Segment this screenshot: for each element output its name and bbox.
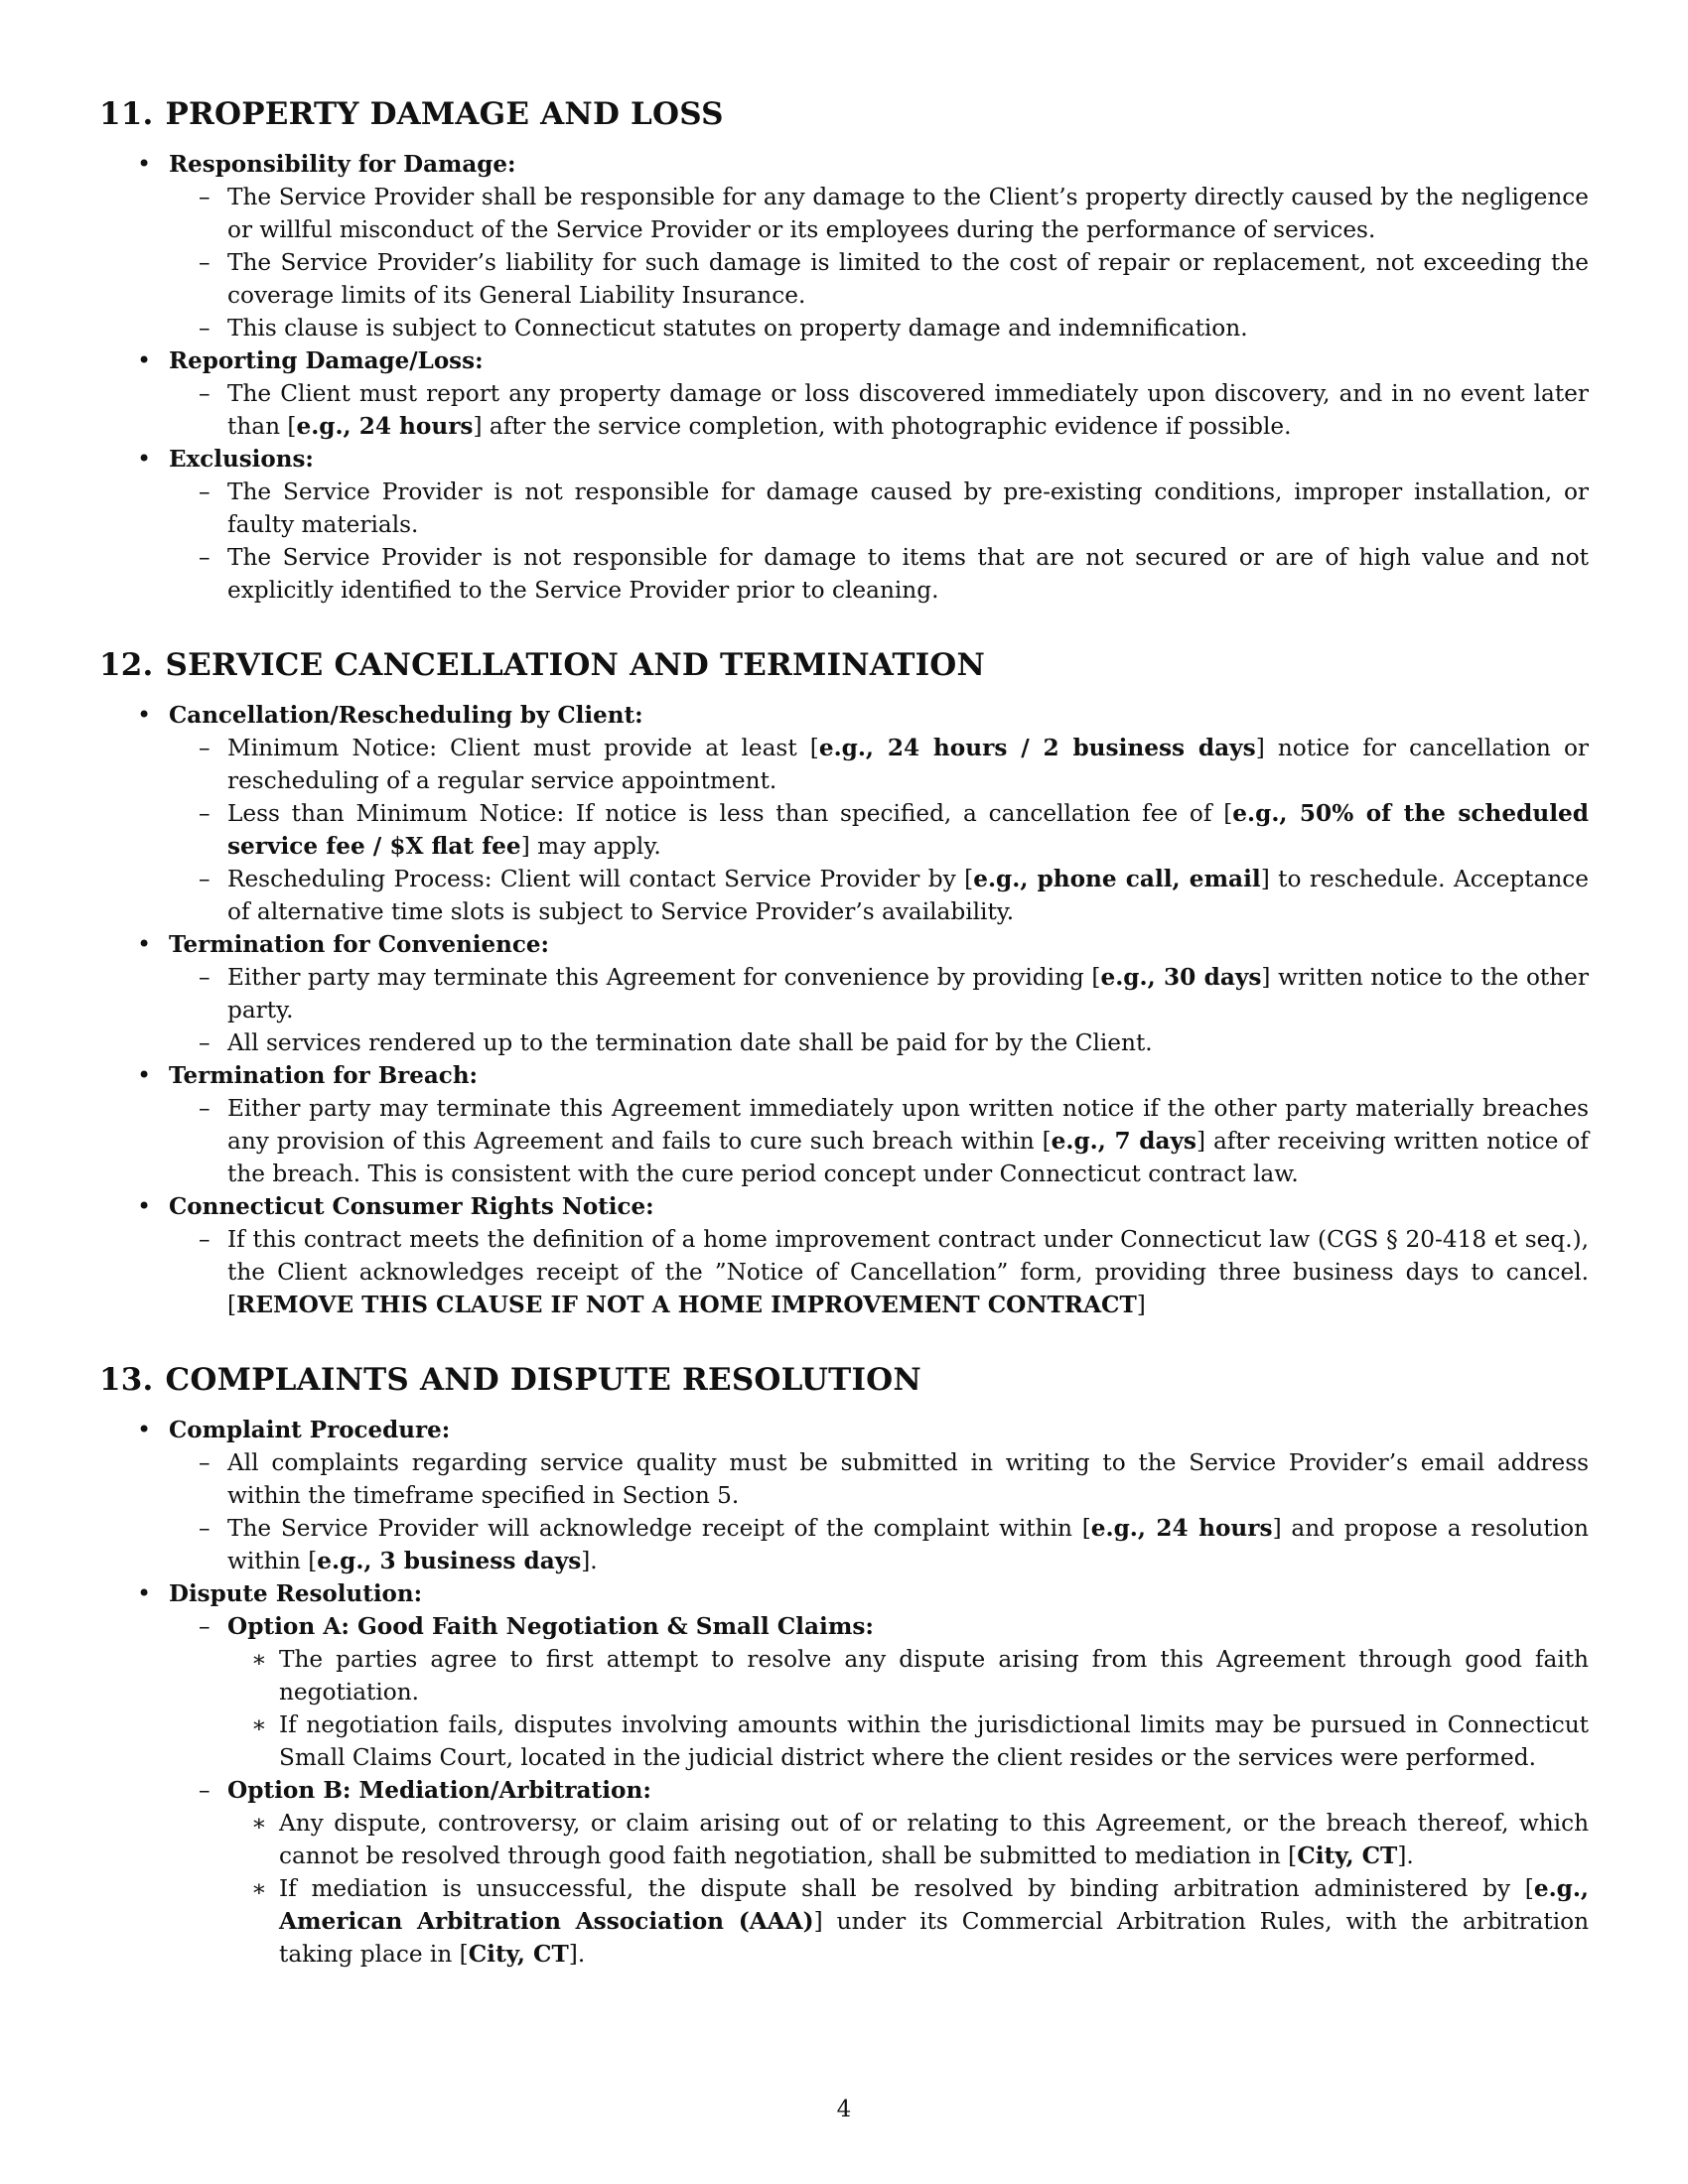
clause-text: Rescheduling Process: Client will contact Service Provider by [ <box>227 866 974 892</box>
subclause-item <box>169 246 1589 312</box>
subclause-list <box>169 476 1589 607</box>
clause-title: Responsibility for Damage: <box>169 151 516 178</box>
clause-item <box>99 699 1589 928</box>
subclause-list <box>169 1223 1589 1321</box>
placeholder-text: e.g., 3 business days <box>317 1548 582 1574</box>
placeholder-text: e.g., American Arbitration Association (AAA) <box>279 1875 1589 1935</box>
clause-text: ] and propose a resolution within [ <box>227 1515 1589 1574</box>
subclause-list <box>169 377 1589 443</box>
clause-title: Connecticut Consumer Rights Notice: <box>169 1193 654 1220</box>
dash-icon: – <box>199 380 211 407</box>
dash-icon: – <box>199 1777 211 1804</box>
subclause-list <box>169 1610 1589 1971</box>
subclause-list <box>169 181 1589 344</box>
clause-item <box>99 443 1589 607</box>
section-heading <box>99 1361 1589 1399</box>
bullet-icon: • <box>137 346 152 374</box>
clause-text: Either party may terminate this Agreement immediately upon written notice if the other party materially breaches any provision of this Agreement and fails to cure such breach within [ <box>227 1095 1589 1155</box>
clause-item <box>99 1414 1589 1577</box>
clause-item <box>99 344 1589 443</box>
dash-icon: – <box>199 800 211 827</box>
subclause-item <box>169 797 1589 863</box>
clause-text: If this contract meets the definition of a home improvement contract under Connecticut law (CGS § 20-418 et seq.), the Client acknowledges receipt of the ”Notice of Cancellation” form, providing three business days to cancel. [ <box>227 1226 1589 1318</box>
section-12 <box>99 646 1589 1321</box>
asterisk-icon: ∗ <box>251 1711 267 1738</box>
clause-item <box>99 1577 1589 1971</box>
subclause-item <box>169 1092 1589 1190</box>
section-number: 12. <box>99 647 154 683</box>
clause-text: Any dispute, controversy, or claim arising out of or relating to this Agreement, or the breach thereof, which cannot be resolved through good faith negotiation, shall be submitted to mediation in [ <box>279 1810 1589 1869</box>
placeholder-text: e.g., 24 hours / 2 business days <box>818 735 1256 761</box>
clause-text: All complaints regarding service quality must be submitted in writing to the Service Provider’s email address within the timeframe specified in Section 5. <box>227 1449 1589 1509</box>
clause-title: Cancellation/Rescheduling by Client: <box>169 702 643 729</box>
dash-icon: – <box>199 1095 211 1122</box>
section-11 <box>99 95 1589 607</box>
dash-icon: – <box>199 478 211 505</box>
clause-list <box>99 699 1589 1321</box>
subclause-item <box>169 863 1589 928</box>
clause-item <box>99 928 1589 1059</box>
bullet-icon: • <box>137 1061 152 1089</box>
subclause-list <box>169 1446 1589 1577</box>
clause-text: The Service Provider shall be responsible for any damage to the Client’s property directly caused by the negligence or willful misconduct of the Service Provider or its employees during the performance of services. <box>227 184 1589 243</box>
clause-text: The Client must report any property damage or loss discovered immediately upon discovery, and in no event later than [ <box>227 380 1589 440</box>
asterisk-icon: ∗ <box>251 1646 267 1673</box>
clause-text: All services rendered up to the termination date shall be paid for by the Client. <box>227 1029 1153 1056</box>
subclause-list <box>169 961 1589 1059</box>
clause-title: Exclusions: <box>169 446 314 473</box>
dash-icon: – <box>199 866 211 892</box>
placeholder-text: e.g., phone call, email <box>973 866 1261 892</box>
clause-text: Either party may terminate this Agreement for convenience by providing [ <box>227 964 1101 991</box>
option-list <box>227 1643 1589 1774</box>
clause-text: Less than Minimum Notice: If notice is less than specified, a cancellation fee of [ <box>227 800 1233 827</box>
clause-text: ] may apply. <box>520 833 661 860</box>
clause-title: Dispute Resolution: <box>169 1580 423 1607</box>
dash-icon: – <box>199 544 211 571</box>
clause-item <box>99 1190 1589 1321</box>
subclause-item <box>169 1223 1589 1321</box>
subclause-item <box>169 377 1589 443</box>
subclause-item <box>169 541 1589 607</box>
clause-title: Complaint Procedure: <box>169 1417 451 1443</box>
subclause-item <box>169 312 1589 344</box>
asterisk-icon: ∗ <box>251 1810 267 1837</box>
clause-text: ]. <box>1397 1843 1414 1869</box>
clause-text: ]. <box>581 1548 598 1574</box>
subclause-list <box>169 1092 1589 1190</box>
section-13 <box>99 1361 1589 1971</box>
section-title: PROPERTY DAMAGE AND LOSS <box>165 96 724 132</box>
subclause-item <box>169 181 1589 246</box>
clause-text: The parties agree to first attempt to resolve any dispute arising from this Agreement through good faith negotiation. <box>279 1646 1589 1706</box>
subclause-item <box>169 961 1589 1026</box>
dash-icon: – <box>199 1226 211 1253</box>
placeholder-text: e.g., 24 hours <box>1090 1515 1273 1542</box>
option-list <box>227 1807 1589 1971</box>
bullet-icon: • <box>137 1192 152 1220</box>
option-item <box>227 1872 1589 1971</box>
option-title: Option A: Good Faith Negotiation & Small Claims: <box>227 1613 874 1640</box>
option-item <box>227 1807 1589 1872</box>
placeholder-text: City, CT <box>1297 1843 1398 1869</box>
placeholder-text: e.g., 50% of the scheduled service fee / $X flat fee <box>227 800 1590 860</box>
page-number: 4 <box>836 2097 852 2122</box>
subclause-item <box>169 1610 1589 1774</box>
clause-text: ] after receiving written notice of the breach. This is consistent with the cure period concept under Connecticut contract law. <box>227 1128 1589 1187</box>
subclause-item <box>169 732 1589 797</box>
dash-icon: – <box>199 184 211 210</box>
section-heading <box>99 646 1589 684</box>
clause-text: This clause is subject to Connecticut statutes on property damage and indemnification. <box>227 315 1248 341</box>
clause-item <box>99 148 1589 344</box>
clause-text: If negotiation fails, disputes involving amounts within the jurisdictional limits may be pursued in Connecticut Small Claims Court, located in the judicial district where the client resides or the services were performed. <box>279 1711 1589 1771</box>
placeholder-text: e.g., 24 hours <box>296 413 474 440</box>
dash-icon: – <box>199 249 211 276</box>
clause-text: Minimum Notice: Client must provide at least [ <box>227 735 819 761</box>
dash-icon: – <box>199 1613 211 1640</box>
clause-text: ] under its Commercial Arbitration Rules, with the arbitration taking place in [ <box>279 1908 1590 1968</box>
clause-text: ] to reschedule. Acceptance of alternative time slots is subject to Service Provider’s availability. <box>227 866 1590 925</box>
section-number: 11. <box>99 96 154 132</box>
clause-list <box>99 148 1589 607</box>
dash-icon: – <box>199 315 211 341</box>
section-number: 13. <box>99 1362 154 1398</box>
clause-text: The Service Provider’s liability for such damage is limited to the cost of repair or replacement, not exceeding the coverage limits of its General Liability Insurance. <box>227 249 1589 309</box>
bullet-icon: • <box>137 1416 152 1443</box>
clause-text: The Service Provider is not responsible for damage caused by pre-existing conditions, improper installation, or faulty materials. <box>227 478 1589 538</box>
clause-text: If mediation is unsuccessful, the dispute shall be resolved by binding arbitration administered by [ <box>279 1875 1534 1902</box>
placeholder-text: e.g., 30 days <box>1100 964 1262 991</box>
clause-text: The Service Provider is not responsible for damage to items that are not secured or are of high value and not explicitly identified to the Service Provider prior to cleaning. <box>227 544 1589 604</box>
clause-title: Reporting Damage/Loss: <box>169 347 484 374</box>
clause-text: ] written notice to the other party. <box>227 964 1589 1024</box>
clause-text: ] after the service completion, with photographic evidence if possible. <box>473 413 1292 440</box>
section-title: SERVICE CANCELLATION AND TERMINATION <box>165 647 986 683</box>
clause-text: ] <box>1136 1292 1146 1318</box>
clause-title: Termination for Breach: <box>169 1062 479 1089</box>
clause-text: ] notice for cancellation or rescheduling of a regular service appointment. <box>227 735 1589 794</box>
bullet-icon: • <box>137 445 152 473</box>
clause-text: ]. <box>568 1941 586 1968</box>
option-title: Option B: Mediation/Arbitration: <box>227 1777 651 1804</box>
section-title: COMPLAINTS AND DISPUTE RESOLUTION <box>165 1362 921 1398</box>
clause-list <box>99 1414 1589 1971</box>
clause-item <box>99 1059 1589 1190</box>
dash-icon: – <box>199 1515 211 1542</box>
dash-icon: – <box>199 964 211 991</box>
document-body <box>99 95 1589 2010</box>
subclause-item <box>169 476 1589 541</box>
bullet-icon: • <box>137 150 152 178</box>
option-item <box>227 1708 1589 1774</box>
option-item <box>227 1643 1589 1708</box>
placeholder-text: e.g., 7 days <box>1051 1128 1196 1155</box>
section-heading <box>99 95 1589 133</box>
clause-text: The Service Provider will acknowledge receipt of the complaint within [ <box>227 1515 1091 1542</box>
dash-icon: – <box>199 1029 211 1056</box>
bullet-icon: • <box>137 701 152 729</box>
subclause-item <box>169 1774 1589 1971</box>
placeholder-text: City, CT <box>468 1941 569 1968</box>
subclause-item <box>169 1026 1589 1059</box>
asterisk-icon: ∗ <box>251 1875 267 1902</box>
clause-title: Termination for Convenience: <box>169 931 550 958</box>
dash-icon: – <box>199 1449 211 1476</box>
dash-icon: – <box>199 735 211 761</box>
placeholder-text: REMOVE THIS CLAUSE IF NOT A HOME IMPROVEMENT CONTRACT <box>236 1292 1137 1318</box>
bullet-icon: • <box>137 1579 152 1607</box>
bullet-icon: • <box>137 930 152 958</box>
subclause-list <box>169 732 1589 928</box>
subclause-item <box>169 1446 1589 1512</box>
subclause-item <box>169 1512 1589 1577</box>
